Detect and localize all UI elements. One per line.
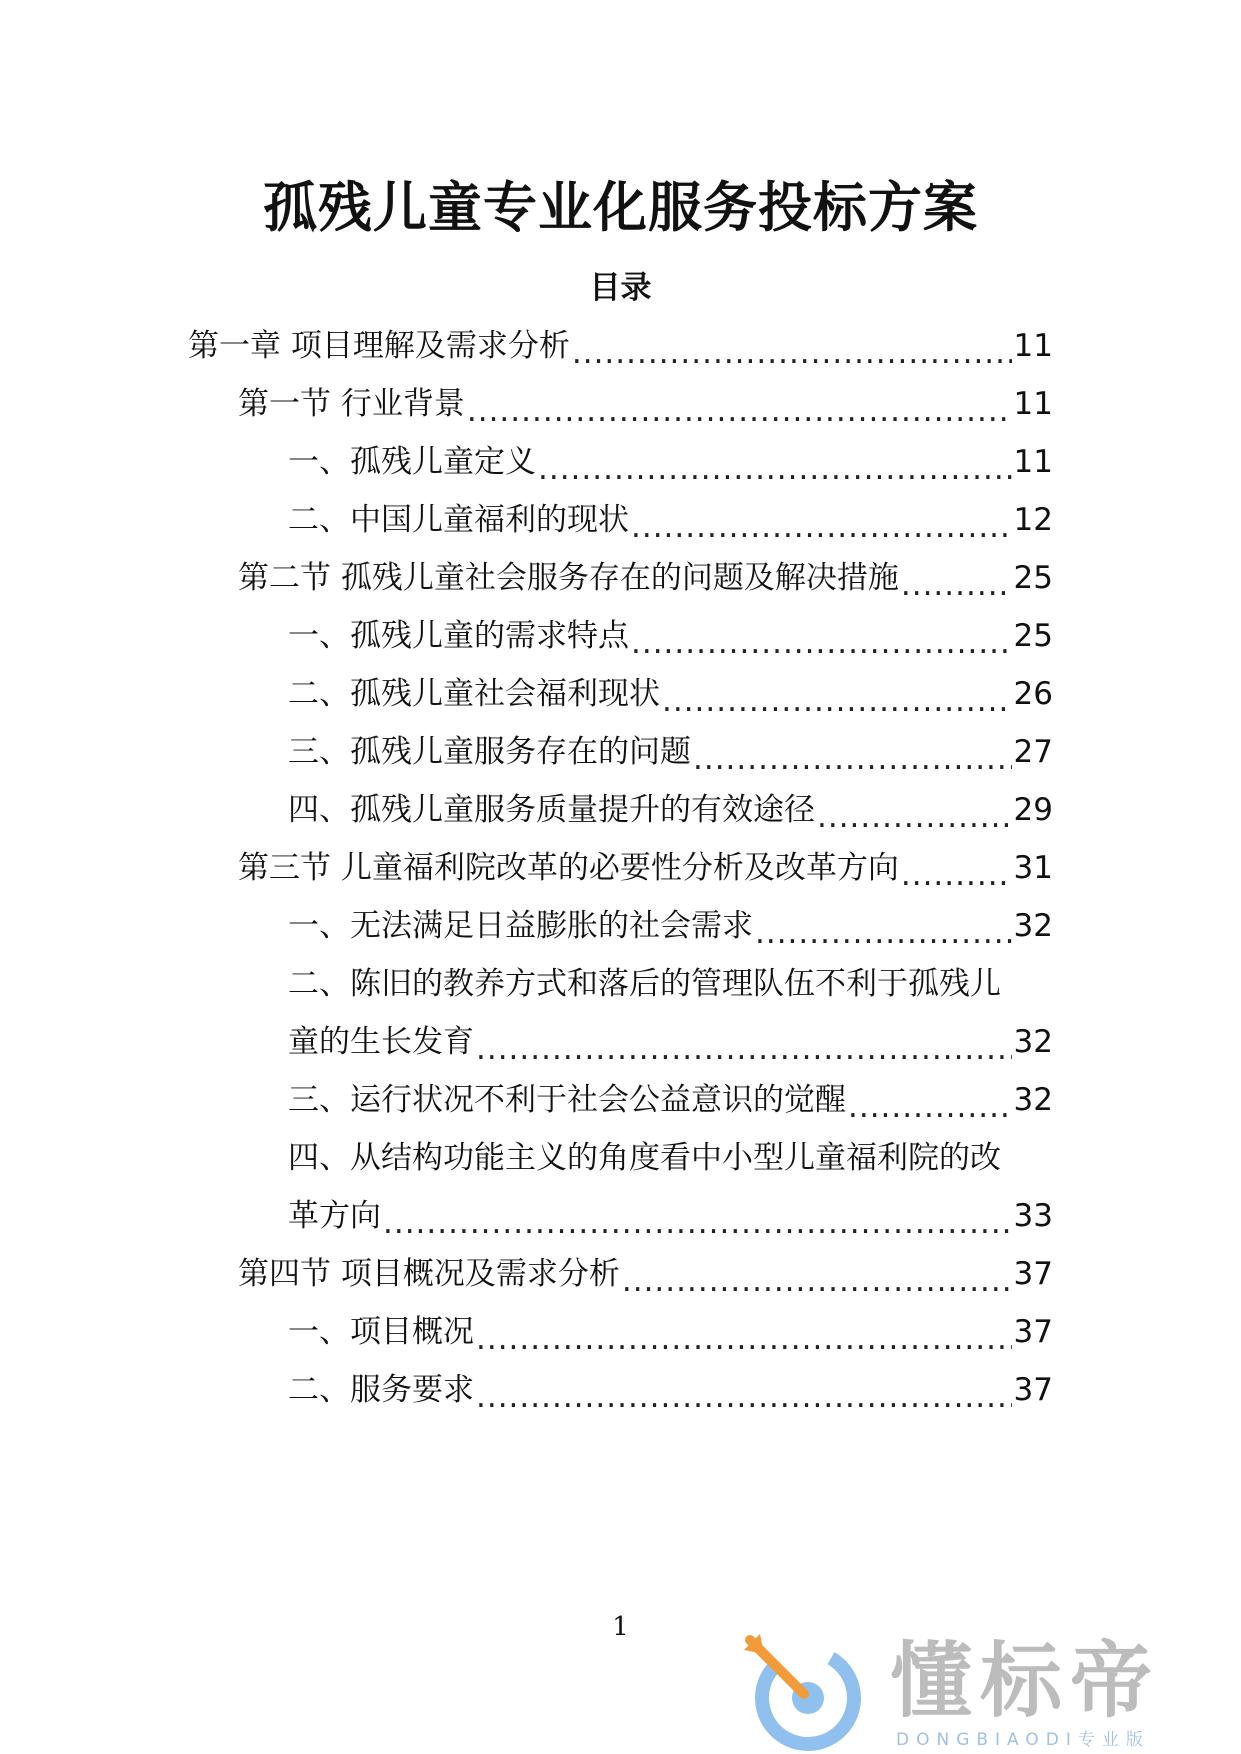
toc-entry-item[interactable]: 三、孤残儿童服务存在的问题 ..... 27: [288, 720, 1053, 785]
document-title: 孤残儿童专业化服务投标方案: [263, 176, 978, 239]
toc-entry-item-line1[interactable]: 二、陈旧的教养方式和落后的管理队伍不利于孤残儿: [288, 966, 1001, 1002]
toc-entry-item[interactable]: 革方向 ..... 33: [288, 1184, 1053, 1249]
toc-entry-section-1[interactable]: 第一节 行业背景 ..... 11: [238, 372, 1053, 437]
toc-entry-section-2[interactable]: 第二节 孤残儿童社会服务存在的问题及解决措施 ..... 25: [238, 546, 1053, 611]
watermark-brand: 懂标帝: [890, 1634, 1161, 1729]
toc-entry-item[interactable]: 童的生长发育 ..... 32: [288, 1010, 1053, 1075]
toc-heading: 目录: [589, 270, 652, 306]
toc-entry-item-line1[interactable]: 四、从结构功能主义的角度看中小型儿童福利院的改: [288, 1140, 1001, 1176]
toc-entry-item[interactable]: 四、孤残儿童服务质量提升的有效途径 ..... 29: [288, 778, 1053, 843]
watermark: [740, 1630, 1220, 1754]
toc-entry-item[interactable]: 二、服务要求 ..... 37: [288, 1358, 1053, 1423]
toc-entry-section-3[interactable]: 第三节 儿童福利院改革的必要性分析及改革方向 ..... 31: [238, 836, 1053, 901]
toc-entry-item[interactable]: 二、中国儿童福利的现状 ..... 12: [288, 488, 1053, 553]
toc-entry-section-4[interactable]: 第四节 项目概况及需求分析 ..... 37: [238, 1242, 1053, 1307]
toc-entry-item[interactable]: 三、运行状况不利于社会公益意识的觉醒 ..... 32: [288, 1068, 1053, 1133]
watermark-subtitle: DONGBIAODI专业版: [896, 1730, 1150, 1750]
toc-entry-item[interactable]: 一、孤残儿童定义 ..... 11: [288, 430, 1053, 495]
toc-entry-item[interactable]: 一、无法满足日益膨胀的社会需求 ..... 32: [288, 894, 1053, 959]
toc-entry-item[interactable]: 一、项目概况 ..... 37: [288, 1300, 1053, 1365]
toc-entry-item[interactable]: 一、孤残儿童的需求特点 ..... 25: [288, 604, 1053, 669]
toc-leader: [476, 1371, 1012, 1423]
toc-entry-item[interactable]: 二、孤残儿童社会福利现状 ..... 26: [288, 662, 1053, 727]
page-number: 1: [612, 1612, 629, 1642]
target-logo-icon: [740, 1630, 890, 1754]
toc-entry-chapter-1[interactable]: 第一章 项目理解及需求分析 ..... 11: [188, 314, 1053, 379]
